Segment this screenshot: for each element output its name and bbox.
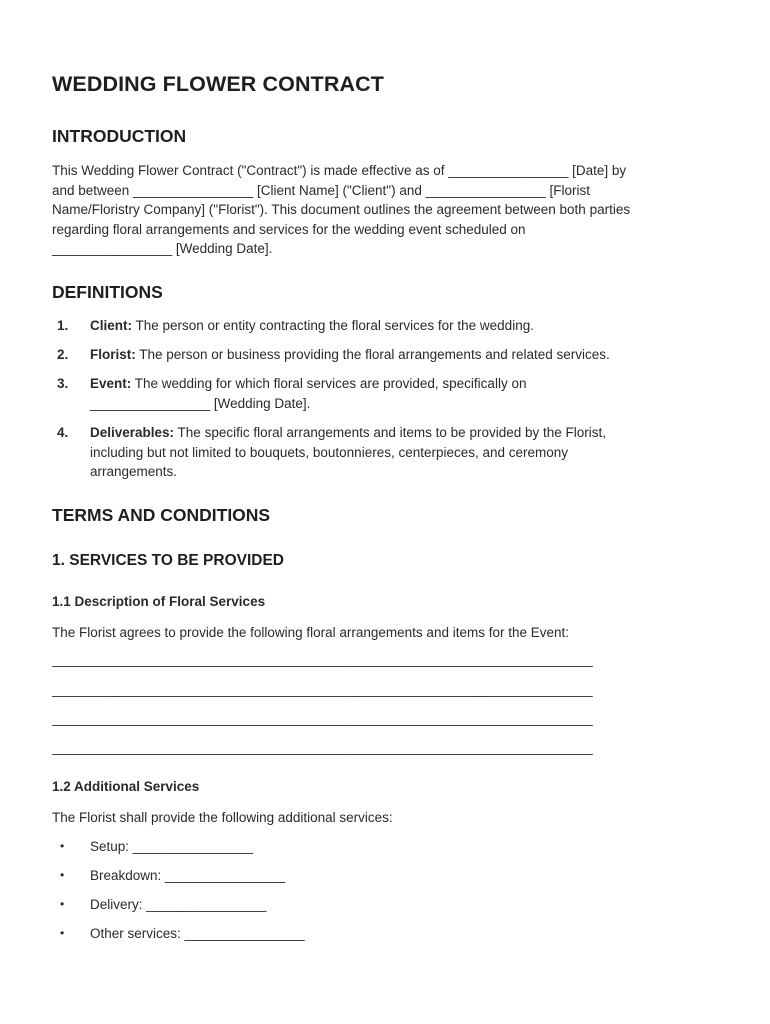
definition-term: Florist: [90,347,136,362]
definition-number: 4. [57,425,69,440]
definition-text: The person or business providing the floral arrangements and related services. [135,347,610,362]
bullet-text: Breakdown: ________________ [90,868,286,883]
definition-number: 1. [57,318,69,333]
definition-text: The wedding for which floral services are provided, specifically on [131,376,527,391]
definition-text: including but not limited to bouquets, boutonnieres, centerpieces, and ceremony [90,444,569,460]
terms-heading: TERMS AND CONDITIONS [52,505,271,525]
definition-item-florist [52,345,712,365]
bullet-icon: • [60,868,65,882]
definition-body [90,374,710,413]
subsection-floral-text: The Florist agrees to provide the following floral arrangements and items for the Event: [52,625,570,640]
introduction-line: regarding floral arrangements and services for the wedding event scheduled on [52,221,526,237]
definition-term: Client: [90,318,132,333]
definition-text: ________________ [Wedding Date]. [90,395,311,411]
introduction-line: Name/Floristry Company] ("Florist"). This document outlines the agreement between both parties [52,202,631,217]
bullet-text: Other services: ________________ [90,926,305,941]
introduction-heading: INTRODUCTION [52,126,187,146]
definition-text: arrangements. [90,464,178,479]
bullet-text: Delivery: ________________ [90,897,267,912]
definition-body [90,345,710,365]
introduction-paragraph [52,161,732,259]
definition-item-event [52,374,712,414]
definition-text: The person or entity contracting the floral services for the wedding. [132,318,534,333]
introduction-line: and between ________________ [Client Name] ("Client") and ________________ [Florist [52,182,590,198]
definition-term: Deliverables: [90,425,175,440]
definition-body [90,316,710,336]
bullet-icon: • [60,839,65,853]
definition-number: 2. [57,347,69,362]
bullet-icon: • [60,926,65,940]
subsection-additional-text: The Florist shall provide the following additional services: [52,810,393,825]
definition-number: 3. [57,376,69,391]
bullet-icon: • [60,897,65,911]
subsection-floral-heading: 1.1 Description of Floral Services [52,594,266,609]
section-services-heading: 1. SERVICES TO BE PROVIDED [52,552,284,569]
definition-text: The specific floral arrangements and items to be provided by the Florist, [174,425,607,440]
definitions-heading: DEFINITIONS [52,282,163,302]
blank-fill-line[interactable]: ________________________________________________________________________ [52,652,593,667]
blank-fill-line[interactable]: ________________________________________________________________________ [52,682,593,697]
definition-item-deliverables [52,423,712,483]
blank-fill-line[interactable]: ________________________________________________________________________ [52,740,593,755]
document-title: WEDDING FLOWER CONTRACT [52,72,384,96]
definition-term: Event: [90,376,132,391]
introduction-line: ________________ [Wedding Date]. [52,241,273,256]
bullet-text: Setup: ________________ [90,839,253,854]
blank-fill-line[interactable]: ________________________________________________________________________ [52,711,593,726]
introduction-line: This Wedding Flower Contract ("Contract") is made effective as of ________________ [Date] by [52,163,627,178]
definition-body [90,423,710,482]
definition-item-client [52,316,712,336]
subsection-additional-heading: 1.2 Additional Services [52,779,200,794]
